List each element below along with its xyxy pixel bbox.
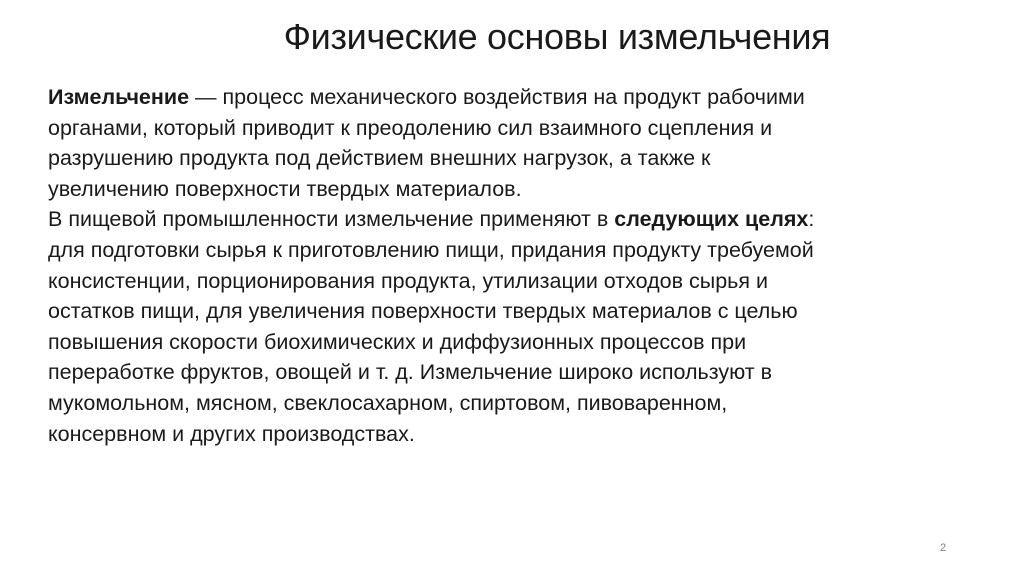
text-line-5-start: В пищевой промышленности измельчение применяют в	[48, 207, 615, 232]
text-line-5-end: :	[808, 207, 815, 232]
text-line-1	[48, 82, 988, 113]
text-line-11: мукомольном, мясном, свеклосахарном, спиртовом, пивоваренном,	[48, 390, 728, 415]
text-line-1-rest: — процесс механического воздействия на продукт рабочими	[189, 85, 805, 109]
text-line-3: разрушению продукта под действием внешних нагрузок, а также к	[48, 146, 711, 171]
text-line-4: увеличению поверхности твердых материалов.	[48, 176, 522, 201]
text-line-7: консистенции, порционирования продукта, утилизации отходов сырья и	[48, 268, 769, 293]
slide-title: Физические основы измельчения	[283, 16, 831, 57]
text-line-10: переработке фруктов, овощей и т. д. Измельчение широко используют в	[48, 360, 773, 385]
text-line-5	[48, 204, 988, 235]
slide-body-text	[48, 82, 988, 449]
text-line-8: остатков пищи, для увеличения поверхности твердых материалов с целью	[48, 299, 798, 324]
text-line-6: для подготовки сырья к приготовлению пищи, придания продукту требуемой	[48, 237, 814, 262]
term-bold: Измельчение	[48, 85, 190, 109]
text-line-9: повышения скорости биохимических и диффузионных процессов при	[48, 329, 747, 354]
goals-bold: следующих целях	[614, 207, 809, 232]
page-number: 2	[940, 542, 947, 554]
text-line-2: органами, который приводит к преодолению сил взаимного сцепления и	[48, 115, 773, 140]
text-line-12: консервном и других производствах.	[48, 421, 415, 446]
